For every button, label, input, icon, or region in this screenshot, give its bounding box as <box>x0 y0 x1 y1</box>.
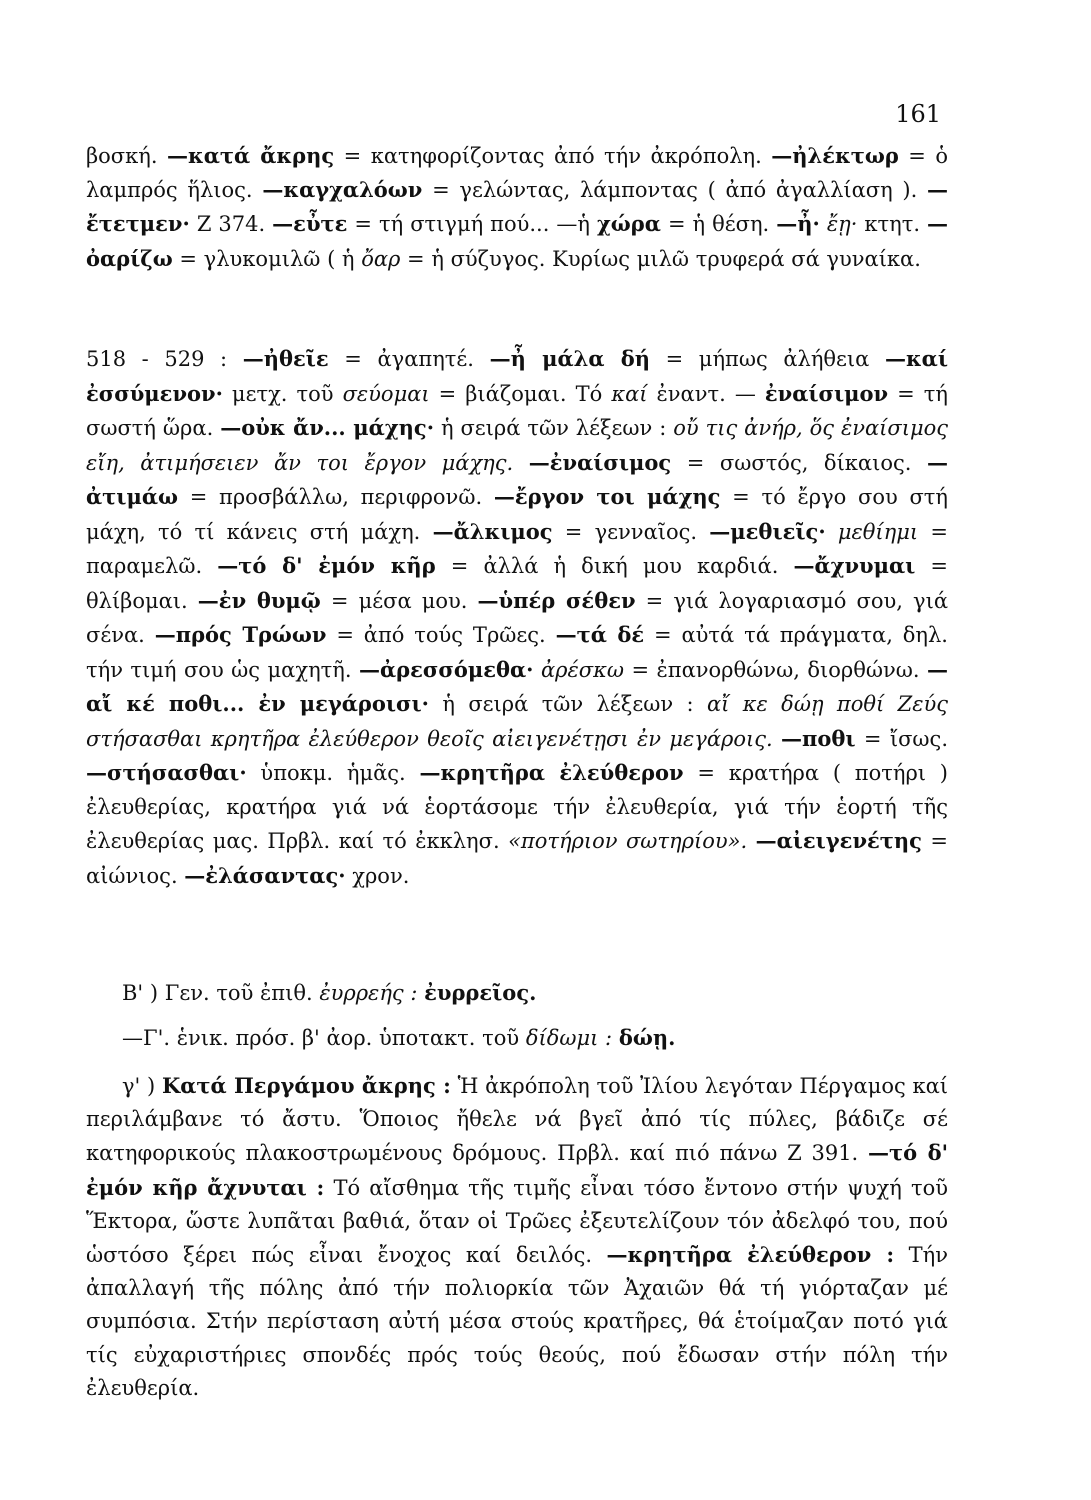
text-segment: = βιάζομαι. Τό <box>429 381 612 406</box>
text-segment: ἐυρρεής : <box>319 981 418 1005</box>
text-segment: = ὁ λαμπρός ἥλιος. <box>86 144 949 203</box>
text-segment: = τή σωστή ὥρα. <box>86 381 948 440</box>
text-segment: —ἐν θυμῷ <box>197 587 321 613</box>
text-segment: = ἴσως. <box>855 726 948 751</box>
text-segment: = μέσα μου. <box>320 588 478 613</box>
text-segment: —εὖτε <box>272 211 348 237</box>
text-segment: —τό δ' ἐμόν κῆρ <box>217 553 436 578</box>
text-segment: ὑποκμ. ἡμᾶς. <box>246 761 420 785</box>
text-segment: —κρητῆρα ἐλεύθερον : <box>606 1242 895 1268</box>
text-segment: = προσβάλλω, περιφρονῶ. <box>177 485 494 509</box>
text-segment: —πρός Τρώων <box>154 622 327 647</box>
text-segment <box>747 829 755 853</box>
text-segment <box>773 727 781 751</box>
text-segment: —ἀρεσσόμεθα· <box>359 656 534 682</box>
text-segment: ὄαρ <box>361 246 401 271</box>
text-segment: Ἡ ἀκρόπολη τοῦ Ἰλίου λεγόταν Πέργαμος καί περιλάμβανε τό ἄστυ. Ὅποιος ἤθελε νά βγεῖ ἀπό τίς πύλες, βάδιζε σέ κατηφορικούς πλακοστρωμένους δρόμους. Πρβλ. καί πιό πάνω Ζ 391. <box>86 1074 949 1166</box>
text-segment: ἐυρρεῖος. <box>424 980 537 1005</box>
text-segment: = αἰώνιος. <box>86 829 948 888</box>
text-segment: —ἐλάσαντας· <box>184 862 346 888</box>
text-segment: χρον. <box>345 863 410 888</box>
text-segment: —ἔτετμεν· <box>86 177 948 237</box>
text-segment: = παραμελῶ. <box>86 519 948 578</box>
text-segment: Κατά Περγάμου ἄκρης : <box>161 1073 451 1098</box>
text-segment: —ποθι <box>781 725 856 751</box>
text-segment: —ἔργον τοι μάχης <box>493 484 721 509</box>
text-segment: γ' ) <box>122 1074 162 1098</box>
text-segment: —ἐναίσιμος <box>528 449 672 475</box>
text-segment: = τό ἔργο σου στή μάχη, τό τί κάνεις στή μάχη. <box>86 485 949 544</box>
text-segment: —ἀτιμάω <box>86 449 948 509</box>
text-segment: —αἰειγενέτης <box>755 828 922 853</box>
text-segment: —Γ'. ἑνικ. πρόσ. β' ἀορ. ὑποτακτ. τοῦ <box>122 1026 526 1050</box>
page-number: 161 <box>895 100 941 128</box>
text-segment: —ὀαρίζω <box>86 211 949 271</box>
text-segment: = ἡ θέση. <box>660 212 777 237</box>
text-segment: = αὐτά τά πράγματα, δηλ. τήν τιμή σου ὡς μαχητῆ. <box>86 623 948 682</box>
text-segment: = ἀγαπητέ. <box>328 347 490 371</box>
text-segment: Β' ) Γεν. τοῦ ἐπιθ. <box>122 981 320 1005</box>
text-segment: = γιά λογαριασμό σου, γιά σένα. <box>86 588 949 647</box>
text-segment: —καί ἐσσύμενον· <box>86 346 948 406</box>
text-segment: μεθίημι <box>837 519 919 544</box>
text-segment: = γλυκομιλῶ ( ἡ <box>172 246 362 271</box>
text-segment: δίδωμι : <box>525 1026 613 1050</box>
text-segment: —στήσασθαι· <box>86 760 247 785</box>
text-segment: —ἠλέκτωρ <box>771 143 899 168</box>
text-segment: οὔ τις ἀνήρ, ὅς ἐναίσιμος εἴη, ἀτιμήσειεν ἄν τοι ἔργον μάχης. <box>86 416 949 475</box>
text-segment: ἐναντ. — <box>647 381 765 406</box>
text-segment: ἡ σειρά τῶν λέξεων : <box>428 692 707 716</box>
text-segment: = γελώντας, λάμποντας ( ἀπό ἀγαλλίαση ). <box>422 178 927 203</box>
text-segment <box>534 658 541 682</box>
text-segment: ἀρέσκω <box>540 657 624 682</box>
text-segment: δώῃ. <box>618 1025 676 1050</box>
text-segment: —ἦ· <box>776 211 820 237</box>
text-segment <box>826 520 838 544</box>
text-segment: = ἐπανορθώνω, διορθώνω. <box>624 657 927 682</box>
text-segment: = γενναῖος. <box>552 519 710 544</box>
text-segment: —ὑπέρ σέθεν <box>477 587 636 613</box>
text-segment: = κρατήρα ( ποτήρι ) ἐλευθερίας, κρατήρα γιά νά ἑορτάσομε τήν ἐλευθερία, γιά τήν ἑορτή τῆς ἐλευθερίας μας. Πρβλ. καί τό ἐκκλησ. <box>86 761 948 853</box>
text-segment: = ἀλλά ἡ δική μου καρδιά. <box>435 554 794 578</box>
text-segment: = ἡ σύζυγος. Κυρίως μιλῶ τρυφερά σά γυναίκα. <box>400 246 921 271</box>
note-line-gamma <box>122 1021 942 1055</box>
text-segment <box>513 451 529 475</box>
text-segment: Τό αἴσθημα τῆς τιμῆς εἶναι τόσο ἔντονο στήν ψυχή τοῦ Ἕκτορα, ὥστε λυπᾶται βαθιά, ὅταν οἱ Τρῶες ἐξευτελίζουν τόν ἀδελφό του, πού ὡστόσο ξέρει πώς εἶναι ἔνοχος καί δειλός. <box>86 1175 948 1268</box>
text-segment: = κατηφορίζοντας ἀπό τήν ἀκρόπολη. <box>334 144 772 168</box>
commentary-paragraph-2 <box>86 342 948 893</box>
text-segment: χώρα <box>597 211 661 237</box>
text-segment: —οὐκ ἄν... μάχης· <box>220 415 435 440</box>
text-segment: βοσκή. <box>86 144 167 168</box>
commentary-paragraph-3 <box>86 1069 948 1405</box>
text-segment: —κατά ἄκρης <box>166 143 335 168</box>
text-segment: καί <box>611 381 648 406</box>
text-segment: ἔῃ· <box>826 212 858 237</box>
text-segment: μετχ. τοῦ <box>222 381 343 406</box>
text-segment <box>612 1026 619 1050</box>
text-segment: —τό δ' ἐμόν κῆρ ἄχνυται : <box>86 1140 948 1200</box>
text-segment: —αἴ κέ ποθι... ἐν μεγάροισι· <box>86 656 948 716</box>
text-segment: = θλίβομαι. <box>86 554 948 613</box>
text-segment: αἴ κε δώῃ ποθί Ζεύς στήσασθαι κρητῆρα ἐλεύθερον θεοῖς αἰειγενέτῃσι ἐν μεγάροις. <box>86 692 949 751</box>
text-segment: —ἦ μάλα δή <box>489 346 651 371</box>
text-segment <box>820 212 827 236</box>
text-segment: κτητ. <box>857 212 928 237</box>
commentary-paragraph-1 <box>86 139 948 276</box>
text-segment: 518 - 529 : <box>86 347 243 371</box>
text-segment: —καγχαλόων <box>262 177 423 203</box>
text-segment: —τά δέ <box>555 622 645 647</box>
text-segment: = ἀπό τούς Τρῶες. <box>326 623 556 647</box>
text-segment: —κρητῆρα ἐλεύθερον <box>419 760 684 785</box>
text-segment: ἡ σειρά τῶν λέξεων : <box>434 416 674 440</box>
text-segment: Ζ 374. <box>189 212 273 237</box>
text-segment: Τήν ἀπαλλαγή τῆς πόλης ἀπό τήν πολιορκία τῶν Ἀχαιῶν θά τή γιόρταζαν μέ συμπόσια. Στήν περίσταση αὐτή μέσα στούς κρατῆρες, θά ἑτοίμαζαν ποτό γιά τίς εὐχαριστήριες σπονδές πρός τούς θεούς, πού ἔδωσαν στήν πόλη τήν ἐλευθερία. <box>86 1243 949 1400</box>
text-segment: = σωστός, δίκαιος. <box>671 450 927 475</box>
text-segment: «ποτήριον σωτηρίου». <box>508 829 748 853</box>
text-segment: —ἄλκιμος <box>432 518 553 544</box>
text-segment: σεύομαι <box>342 381 430 406</box>
text-segment: —μεθιεῖς· <box>709 518 826 544</box>
note-line-beta <box>122 976 942 1010</box>
text-segment: ἐναίσιμον <box>764 380 889 406</box>
text-segment: = τή στιγμή πού... —ἡ <box>347 212 597 237</box>
text-segment: —ἠθεῖε <box>242 346 329 371</box>
text-segment: —ἄχνυμαι <box>793 553 916 578</box>
text-segment: = μήπως ἀλήθεια <box>650 347 885 371</box>
